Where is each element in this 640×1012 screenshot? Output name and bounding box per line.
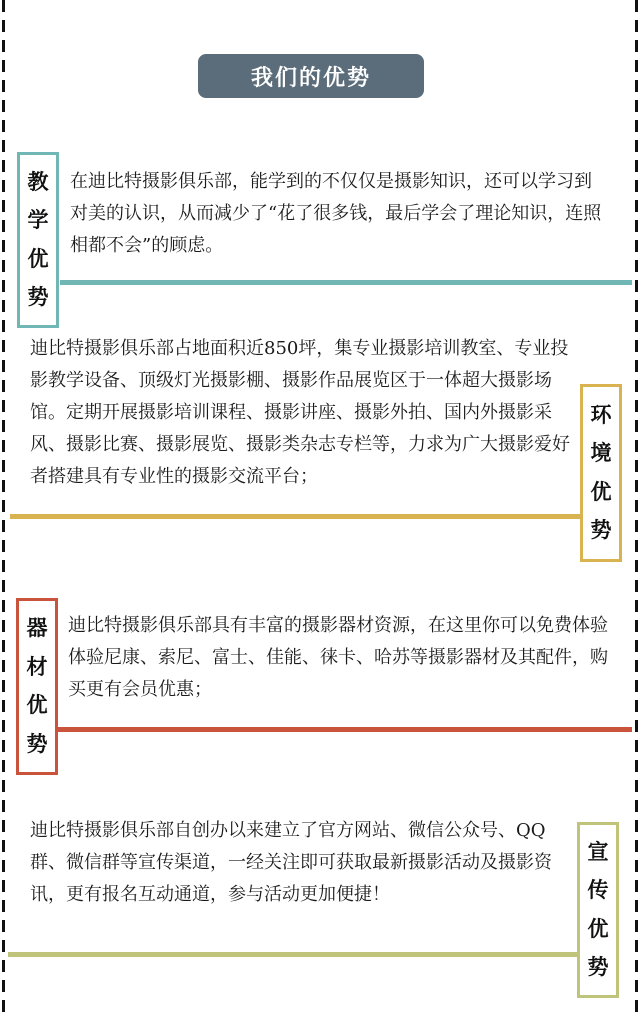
environment-label-char: 势 [590,518,612,543]
equipment-divider [58,727,632,732]
promotion-label-char: 优 [587,916,609,941]
teaching-text: 在迪比特摄影俱乐部，能学到的不仅仅是摄影知识，还可以学习到对美的认识，从而减少了“花了很多钱，最后学会了理论知识，连照相都不会”的顾虑。 [70,171,602,256]
teaching-label-char: 教 [27,170,49,195]
equipment-text: 迪比特摄影俱乐部具有丰富的摄影器材资源，在这里你可以免费体验体验尼康、索尼、富士、佳能、徕卡、哈苏等摄影器材及其配件，购买更有会员优惠； [68,615,608,700]
page-title: 我们的优势 [198,54,424,98]
teaching-label-char: 优 [27,246,49,271]
teaching-label [17,152,59,328]
promotion-label-char: 势 [587,954,609,979]
promotion-text: 迪比特摄影俱乐部自创办以来建立了官方网站、微信公众号、QQ群、微信群等宣传渠道，一经关注即可获取最新摄影活动及摄影资讯，更有报名互动通道，参与活动更加便捷！ [30,820,552,905]
left-dashed-border [2,0,5,1012]
right-dashed-border [635,0,638,1012]
environment-label-char: 境 [590,441,612,466]
environment-divider [10,514,584,519]
equipment-label-char: 优 [26,693,48,718]
promotion-divider [8,952,582,957]
teaching-divider [60,280,632,285]
promotion-label-char: 传 [587,878,609,903]
promotion-label [577,822,619,998]
equipment-label-char: 材 [26,654,48,679]
equipment-label-char: 器 [26,616,48,641]
equipment-label [16,598,58,775]
environment-label-char: 优 [590,479,612,504]
teaching-label-char: 势 [27,284,49,309]
environment-label [580,384,622,562]
environment-label-char: 环 [590,402,612,427]
environment-text: 迪比特摄影俱乐部占地面积近850坪，集专业摄影培训教室、专业投影教学设备、顶级灯光摄影棚、摄影作品展览区于一体超大摄影场馆。定期开展摄影培训课程、摄影讲座、摄影外拍、国内外摄影采风、摄影比赛、摄影展览、摄影类杂志专栏等，力求为广大摄影爱好者搭建具有专业性的摄影交流平台； [30,338,570,487]
equipment-label-char: 势 [26,731,48,756]
promotion-label-char: 宣 [587,840,609,865]
teaching-label-char: 学 [27,208,49,233]
